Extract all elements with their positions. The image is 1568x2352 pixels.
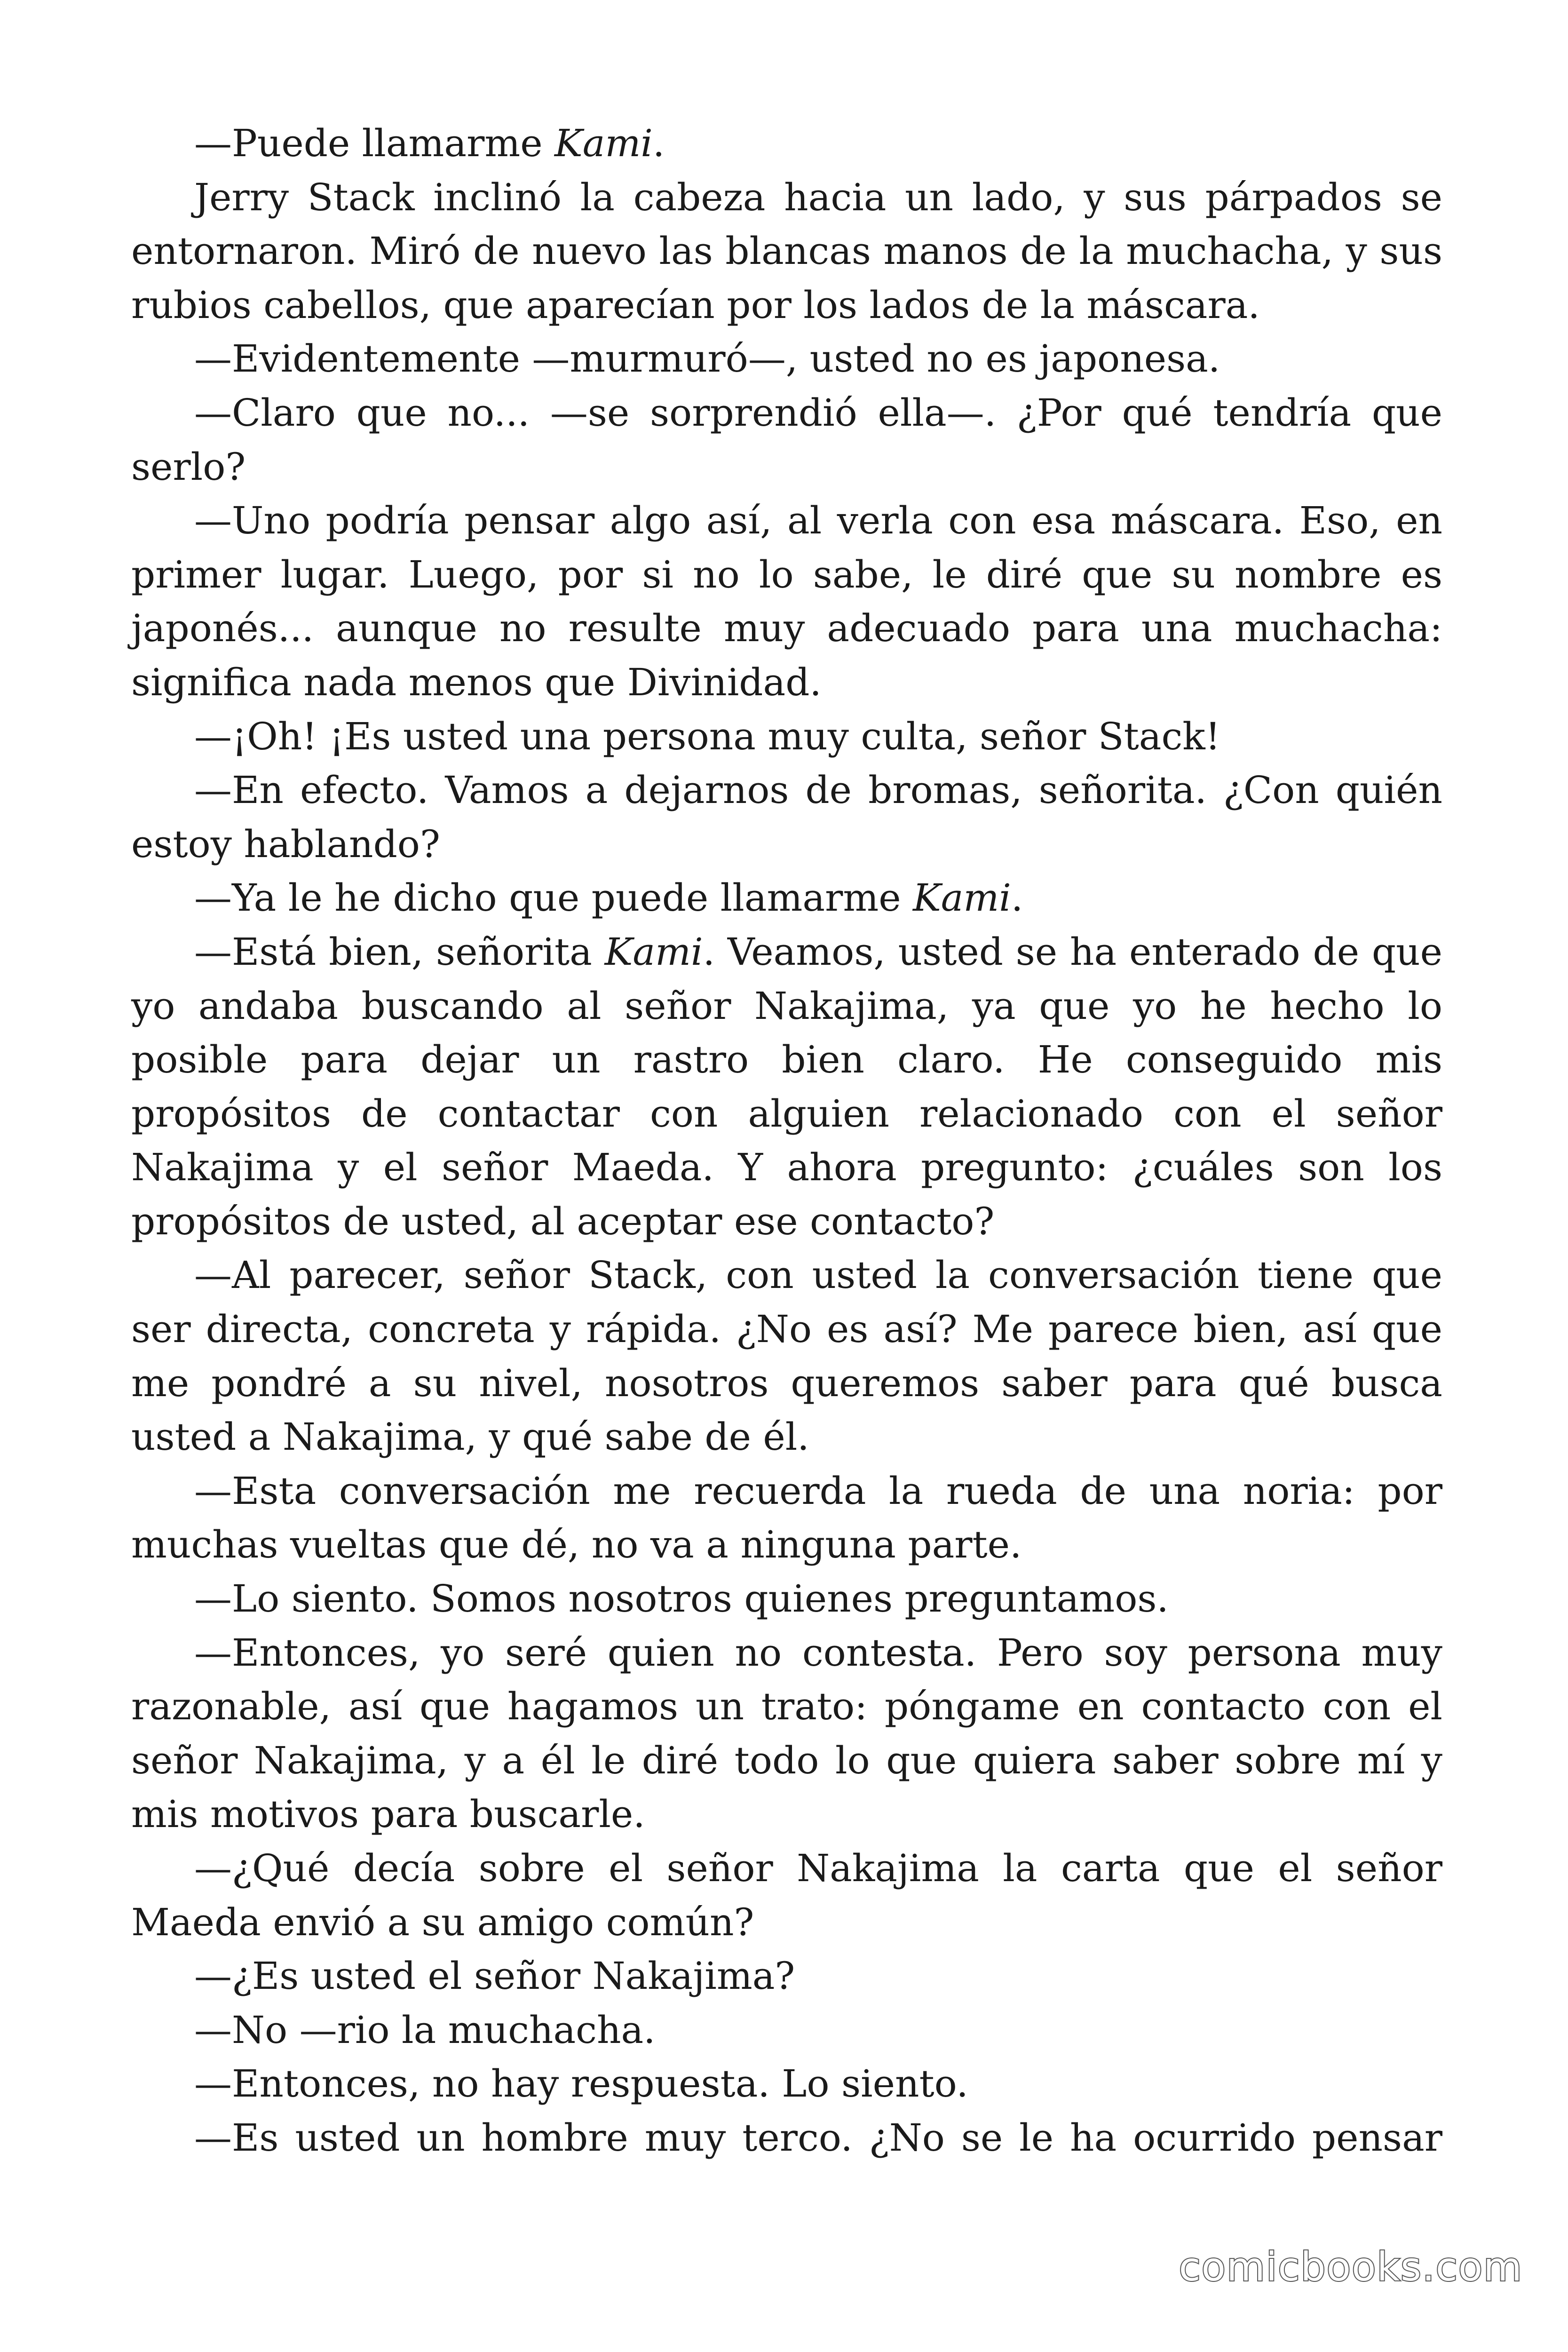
text-run: . xyxy=(652,121,665,165)
paragraph xyxy=(131,925,1442,1249)
text-run: —Está bien, señorita xyxy=(194,930,605,974)
text-run: —Lo siento. Somos nosotros quienes preguntamos. xyxy=(194,1577,1169,1621)
paragraph xyxy=(131,871,1442,925)
paragraph xyxy=(131,2111,1442,2165)
text-run: —Ya le he dicho que puede llamarme xyxy=(194,876,913,920)
paragraph xyxy=(131,2057,1442,2111)
paragraph xyxy=(131,1572,1442,1626)
paragraph xyxy=(131,386,1442,494)
paragraph xyxy=(131,1626,1442,1842)
text-run: —Es usted un hombre muy terco. ¿No se le ha ocurrido pensar xyxy=(194,2115,1442,2160)
paragraph xyxy=(131,494,1442,709)
text-run: . Veamos, usted se ha enterado de que yo andaba buscando al señor Nakajima, ya que yo he hecho lo posible para dejar un rastro bien claro. He conseguido mis propósitos de contactar con alguien relacionado con el señor Nakajima y el señor Maeda. Y ahora pregunto: ¿cuáles son los propósitos de usted, al aceptar ese contacto? xyxy=(131,930,1443,1243)
italic-text: Kami xyxy=(554,121,653,165)
site-watermark: comicbooks.com xyxy=(1179,2244,1523,2290)
text-run: —¿Qué decía sobre el señor Nakajima la carta que el señor Maeda envió a su amigo común? xyxy=(131,1846,1442,1944)
paragraph xyxy=(131,332,1442,386)
text-run: —Entonces, yo seré quien no contesta. Pero soy persona muy razonable, así que hagamos un trato: póngame en contacto con el señor Nakajima, y a él le diré todo lo que quiera saber sobre mí y mis motivos para buscarle. xyxy=(131,1630,1442,1836)
text-run: —Evidentemente —murmuró—, usted no es japonesa. xyxy=(194,337,1220,381)
italic-text: Kami xyxy=(604,930,703,974)
paragraph xyxy=(131,1248,1442,1464)
book-page-text xyxy=(131,117,1442,2165)
text-run: —¿Es usted el señor Nakajima? xyxy=(194,1954,795,1998)
text-run: —Esta conversación me recuerda la rueda de una noria: por muchas vueltas que dé, no va a ninguna parte. xyxy=(131,1469,1442,1567)
paragraph xyxy=(131,710,1442,764)
paragraph xyxy=(131,171,1442,333)
text-run: —Uno podría pensar algo así, al verla con esa máscara. Eso, en primer lugar. Luego, por si no lo sabe, le diré que su nombre es japonés... aunque no resulte muy adecuado para una muchacha: significa nada menos que Divinidad. xyxy=(131,499,1442,704)
text-run: —¡Oh! ¡Es usted una persona muy culta, señor Stack! xyxy=(194,714,1220,758)
paragraph xyxy=(131,1949,1442,2003)
paragraph xyxy=(131,1464,1442,1572)
text-run: —Al parecer, señor Stack, con usted la conversación tiene que ser directa, concreta y rápida. ¿No es así? Me parece bien, así que me pondré a su nivel, nosotros queremos saber para qué busca usted a Nakajima, y qué sabe de él. xyxy=(131,1253,1442,1459)
italic-text: Kami xyxy=(912,876,1011,920)
text-run: . xyxy=(1011,876,1023,920)
text-run: Jerry Stack inclinó la cabeza hacia un lado, y sus párpados se entornaron. Miró de nuevo las blancas manos de la muchacha, y sus rubios cabellos, que aparecían por los lados de la máscara. xyxy=(131,175,1442,327)
paragraph xyxy=(131,117,1442,171)
text-run: —Entonces, no hay respuesta. Lo siento. xyxy=(194,2062,968,2106)
text-run: —Puede llamarme xyxy=(194,121,554,165)
paragraph xyxy=(131,1842,1442,1949)
paragraph xyxy=(131,2003,1442,2058)
text-run: —En efecto. Vamos a dejarnos de bromas, señorita. ¿Con quién estoy hablando? xyxy=(131,768,1442,866)
paragraph xyxy=(131,763,1442,871)
text-run: —No —rio la muchacha. xyxy=(194,2008,656,2052)
text-run: —Claro que no... —se sorprendió ella—. ¿Por qué tendría que serlo? xyxy=(131,390,1442,489)
